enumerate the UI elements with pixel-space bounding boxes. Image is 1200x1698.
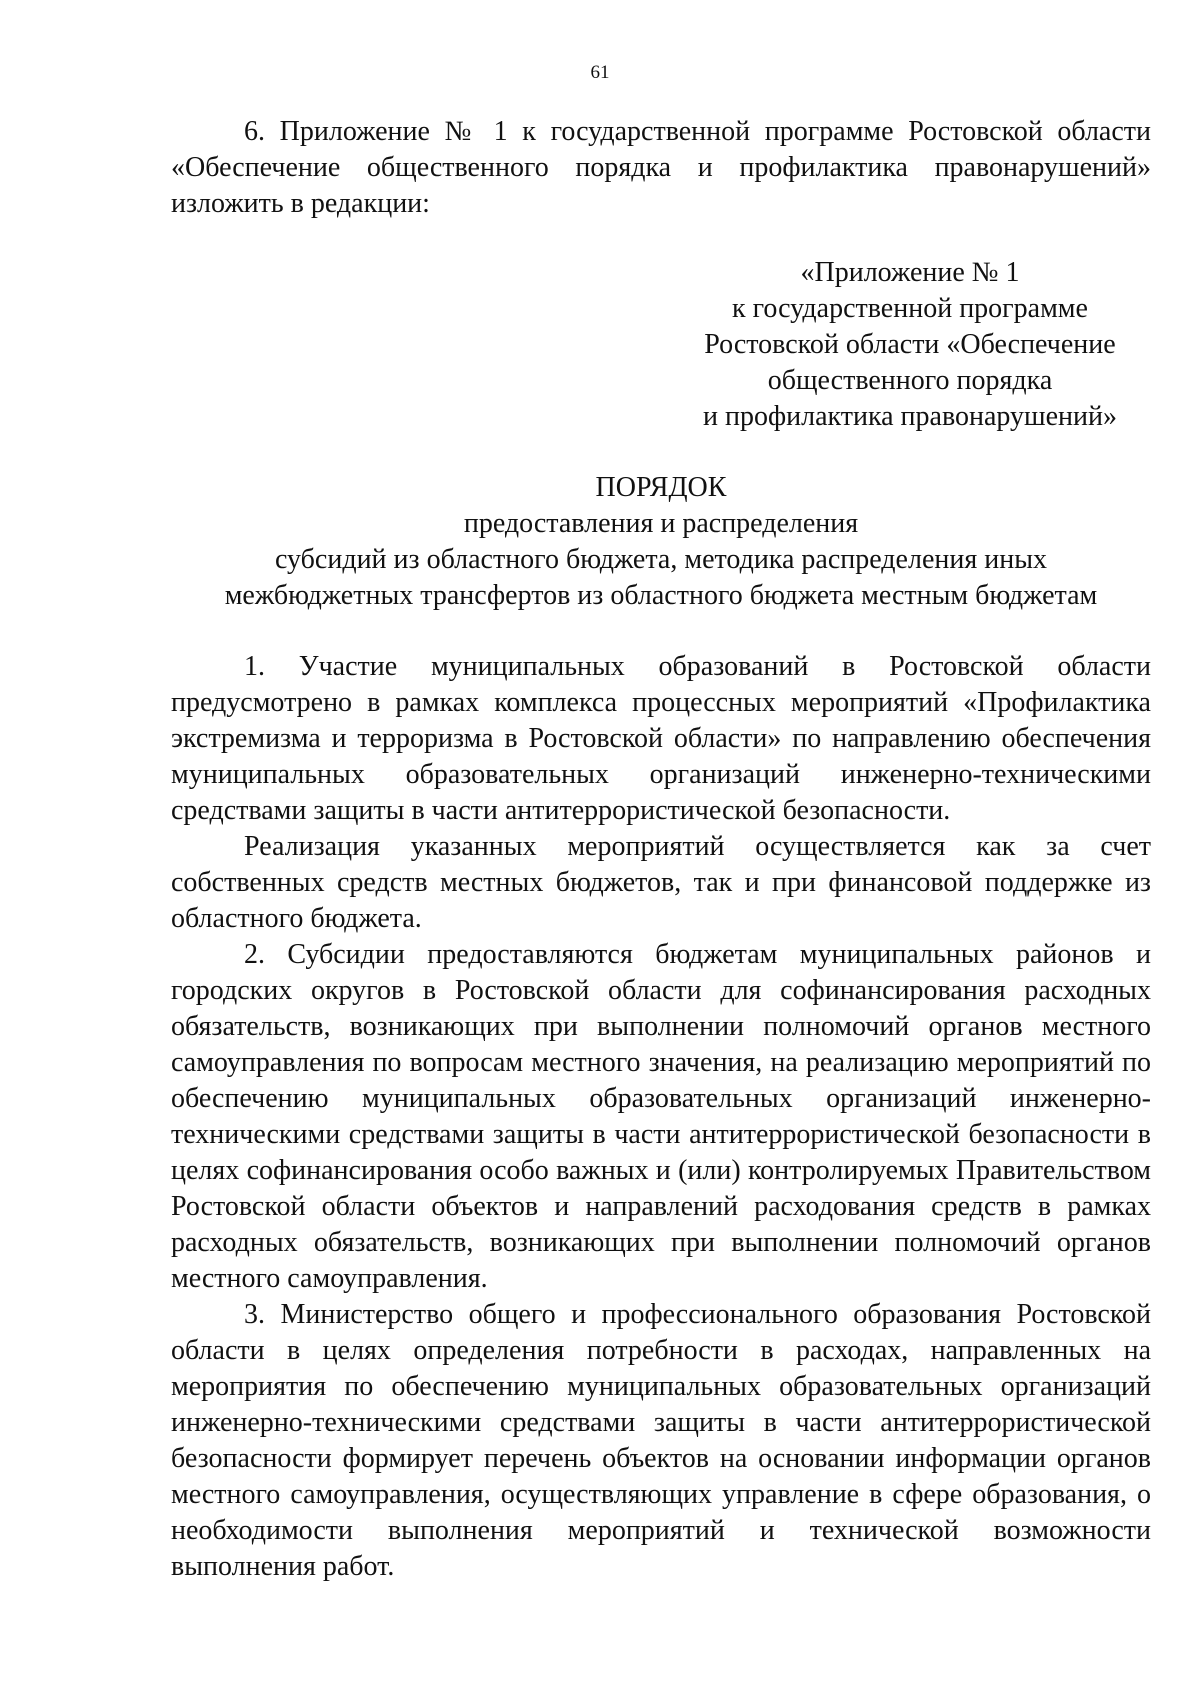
paragraph-1: 1. Участие муниципальных образований в Ростовской области предусмотрено в рамках комплекса процессных мероприятий «Профилактика экстремизма и терроризма в Ростовской области» по направлению обеспечения муниципальных образовательных организаций инженерно-техническими средствами защиты в части антитеррористической безопасности. <box>171 651 1151 826</box>
title-heading: ПОРЯДОК <box>595 472 727 503</box>
title-line: предоставления и распределения <box>463 508 859 539</box>
paragraph-3: 3. Министерство общего и профессионального образования Ростовской области в целях определения потребности в расходах, направленных на мероприятия по обеспечению муниципальных образовательных организаций инженерно-техническими средствами защиты в части антитеррористической безопасности формирует перечень объектов на основании информации органов местного самоуправления, осуществляющих управление в сфере образования, о необходимости выполнения мероприятий и технической возможности выполнения работ. <box>171 1299 1151 1582</box>
body-text <box>171 649 1151 1585</box>
paragraph-1-continued: Реализация указанных мероприятий осуществляется как за счет собственных средств местных бюджетов, так и при финансовой поддержке из областного бюджета. <box>171 831 1151 934</box>
annex-line: и профилактика правонарушений» <box>703 401 1117 432</box>
annex-line: «Приложение № 1 <box>800 257 1020 288</box>
title-line: субсидий из областного бюджета, методика распределения иных <box>274 544 1048 575</box>
document-title <box>171 470 1151 614</box>
annex-line: к государственной программе <box>732 293 1088 324</box>
title-line: межбюджетных трансфертов из областного бюджета местным бюджетам <box>224 580 1098 611</box>
intro-paragraph: 6. Приложение № 1 к государственной программе Ростовской области «Обеспечение общественного порядка и профилактика правонарушений» изложить в редакции: <box>171 116 1151 219</box>
annex-line: общественного порядка <box>767 365 1053 396</box>
page-number: 61 <box>590 62 610 83</box>
paragraph-2: 2. Субсидии предоставляются бюджетам муниципальных районов и городских округов в Ростовской области для софинансирования расходных обязательств, возникающих при выполнении полномочий органов местного самоуправления по вопросам местного значения, на реализацию мероприятий по обеспечению муниципальных образовательных организаций инженерно-техническими средствами защиты в части антитеррористической безопасности в целях софинансирования особо важных и (или) контролируемых Правительством Ростовской области объектов и направлений расходования средств в рамках расходных обязательств, возникающих при выполнении полномочий органов местного самоуправления. <box>171 939 1151 1294</box>
annex-line: Ростовской области «Обеспечение <box>704 329 1116 360</box>
intro-section <box>171 114 1151 222</box>
annex-reference <box>650 255 1170 435</box>
